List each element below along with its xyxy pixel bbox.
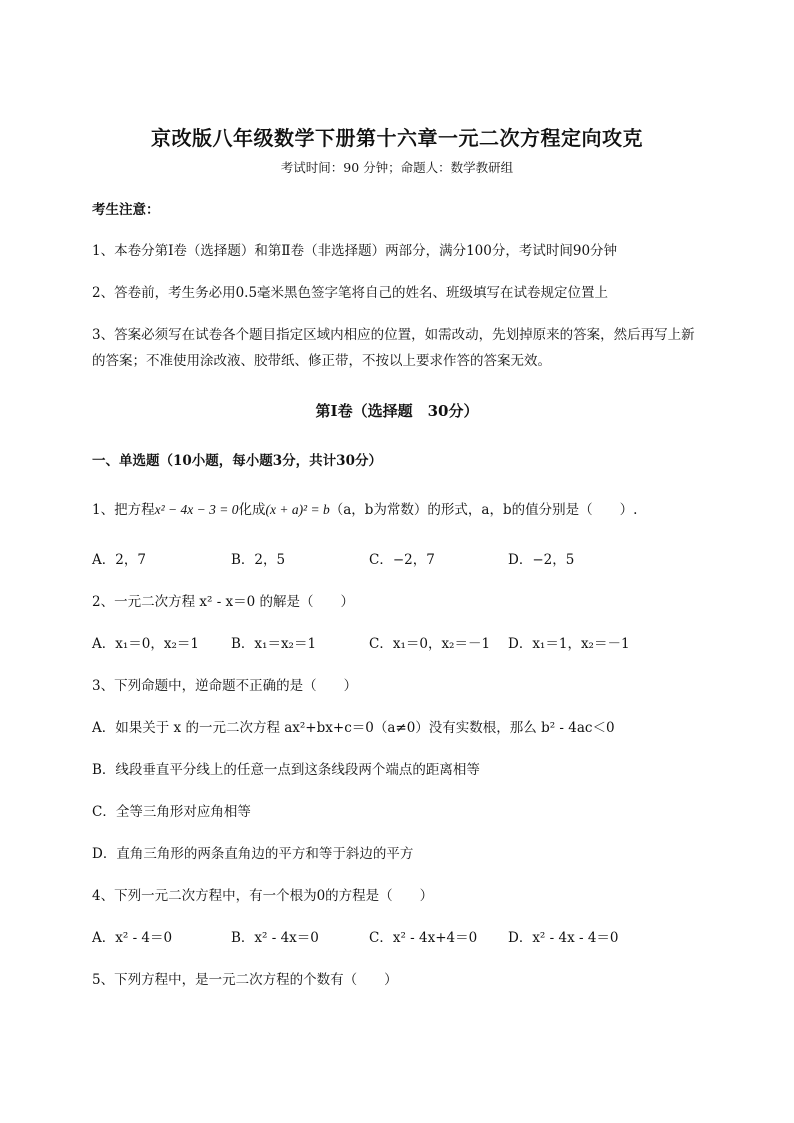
question-2-option-a[interactable]: A．x₁＝0，x₂＝1 [92, 636, 199, 652]
part-title: 一、单选题（10小题，每小题3分，共计30分） [92, 453, 382, 469]
question-1-stem [92, 500, 637, 520]
question-2-option-c[interactable]: C．x₁＝0，x₂＝－1 [369, 636, 491, 652]
question-1-suffix: （a，b为常数）的形式，a，b的值分别是（ ）. [329, 502, 638, 518]
question-4-option-d[interactable]: D．x² - 4x - 4＝0 [508, 930, 619, 946]
question-1-option-b[interactable]: B．2，5 [231, 552, 286, 568]
section-title: 第Ⅰ卷（选择题 30分） [315, 402, 479, 420]
question-2-stem: 2、一元二次方程 x² - x＝0 的解是（ ） [92, 594, 355, 610]
notice-item-1: 1、本卷分第Ⅰ卷（选择题）和第Ⅱ卷（非选择题）两部分，满分100分，考试时间90分钟 [92, 243, 618, 259]
question-4-stem: 4、下列一元二次方程中，有一个根为0的方程是（ ） [92, 888, 434, 904]
question-1-equation: x² − 4x − 3 = 0 [154, 502, 239, 517]
notice-item-3: 3、答案必须写在试卷各个题目指定区域内相应的位置，如需改动，先划掉原来的答案，然后再写上新 [92, 327, 695, 343]
question-1-prefix: 1、把方程 [92, 502, 155, 518]
notice-item-3-continued: 的答案；不准使用涂改液、胶带纸、修正带，不按以上要求作答的答案无效。 [92, 353, 551, 369]
question-5-stem: 5、下列方程中，是一元二次方程的个数有（ ） [92, 972, 398, 988]
notice-item-2: 2、答卷前，考生务必用0.5毫米黑色签字笔将自己的姓名、班级填写在试卷规定位置上 [92, 285, 609, 301]
question-3-option-c[interactable]: C．全等三角形对应角相等 [92, 804, 251, 820]
question-2-option-b[interactable]: B．x₁＝x₂＝1 [231, 636, 317, 652]
question-3-option-a[interactable]: A．如果关于 x 的一元二次方程 ax²+bx+c＝0（a≠0）没有实数根，那么 b² - 4ac＜0 [92, 720, 615, 736]
notice-heading: 考生注意： [92, 202, 160, 218]
question-1-target-form: (x + a)² = b [265, 502, 330, 517]
question-4-option-b[interactable]: B．x² - 4x＝0 [231, 930, 319, 946]
question-3-option-b[interactable]: B．线段垂直平分线上的任意一点到这条线段两个端点的距离相等 [92, 762, 480, 778]
document-subtitle: 考试时间：90 分钟；命题人：数学教研组 [280, 160, 514, 175]
document-title: 京改版八年级数学下册第十六章一元二次方程定向攻克 [151, 126, 643, 150]
question-4-option-a[interactable]: A．x² - 4＝0 [92, 930, 173, 946]
question-1-option-d[interactable]: D．−2，5 [508, 552, 575, 568]
question-3-stem: 3、下列命题中，逆命题不正确的是（ ） [92, 678, 358, 694]
question-3-option-d[interactable]: D．直角三角形的两条直角边的平方和等于斜边的平方 [92, 846, 414, 862]
question-2-option-d[interactable]: D．x₁＝1，x₂＝－1 [508, 636, 630, 652]
question-4-option-c[interactable]: C．x² - 4x+4＝0 [369, 930, 478, 946]
question-1-option-c[interactable]: C．−2，7 [369, 552, 435, 568]
question-1-option-a[interactable]: A．2，7 [92, 552, 146, 568]
question-1-mid: 化成 [238, 502, 266, 518]
